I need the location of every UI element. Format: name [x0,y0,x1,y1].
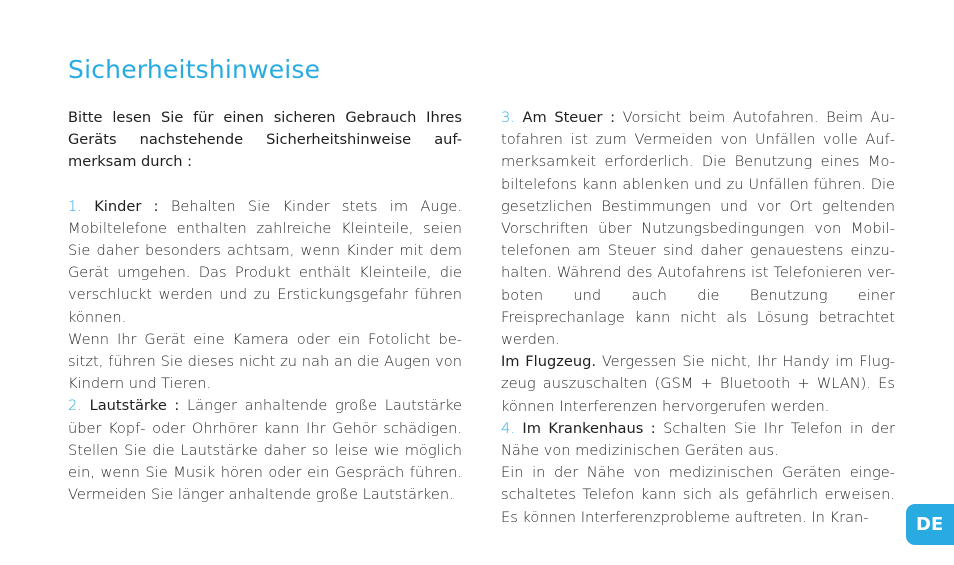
section-number: 4. [501,419,515,437]
section-number: 1. [68,197,82,215]
language-tab [906,504,954,545]
section-label: Kinder : [94,197,159,215]
section-children [68,196,462,329]
section-label: Lautstärke : [89,397,180,415]
section-driving [501,107,895,351]
section-text: Länger anhaltende große Lautstärke über Kopf- oder Ohrhörer kann Ihr Gehör schädigen. Stellen Sie die Lautstärke daher so leise wie möglich ein, wenn Sie Musik hören oder ein Gespräch führen. Vermeiden Sie länger anhaltende große Lautstärken. [68,397,463,504]
section-text-continued: Ein in der Nähe von medizinischen Geräten einge-schaltetes Telefon kann sich als gefährlich erweisen. Es können Interferenzprobleme auftreten. In Kran- [501,464,895,526]
section-text: Schalten Sie Ihr Telefon in der Nähe von medizinischen Geräten aus. [501,419,895,460]
left-column [68,107,462,506]
section-label: Im Flugzeug. [501,353,597,371]
intro-text: Bitte lesen Sie für einen sicheren Gebrauch Ihres Geräts nachstehende Sicherheitshinweise auf-merksam durch : [68,109,462,171]
section-number: 3. [501,109,515,126]
section-label: Am Steuer : [522,109,616,126]
section-hospital [501,418,895,462]
section-airplane [501,351,895,418]
language-code: DE [916,514,944,535]
right-column [501,107,895,529]
section-text-continued: Wenn Ihr Gerät eine Kamera oder ein Fotolicht be-sitzt, führen Sie dieses nicht zu nah an die Augen von Kindern und Tieren. [68,330,462,393]
section-label: Im Krankenhaus : [522,419,656,437]
section-number: 2. [68,397,82,415]
section-text: Vergessen Sie nicht, Ihr Handy im Flug-zeug auszuschalten (GSM + Bluetooth + WLAN). Es können Interferenzen hervorgerufen werden. [501,353,895,415]
section-text: Behalten Sie Kinder stets im Auge. Mobiltelefone enthalten zahlreiche Kleinteile, seien Sie daher besonders achtsam, wenn Kinder mit dem Gerät umgehen. Das Produkt enthält Kleinteile, die verschluckt werden und zu Erstickungsgefahr führen können. [68,197,462,326]
section-text: Vorsicht beim Autofahren. Beim Au-tofahren ist zum Vermeiden von Unfällen volle Auf-merksamkeit erforderlich. Die Benutzung eines Mo-biltelefons kann ablenken und zu Unfällen führen. Die gesetzlichen Bestimmungen und vor Ort geltenden Vorschriften über Nutzungsbedingungen von Mobil-telefonen am Steuer sind daher genauestens einzu-halten. Während des Autofahrens ist Telefonieren ver-boten und auch die Benutzung einer Freisprechanlage kann nicht als Lösung betrachtet werden. [501,109,895,349]
page-title: Sicherheitshinweise [68,55,321,84]
section-volume [68,395,462,506]
